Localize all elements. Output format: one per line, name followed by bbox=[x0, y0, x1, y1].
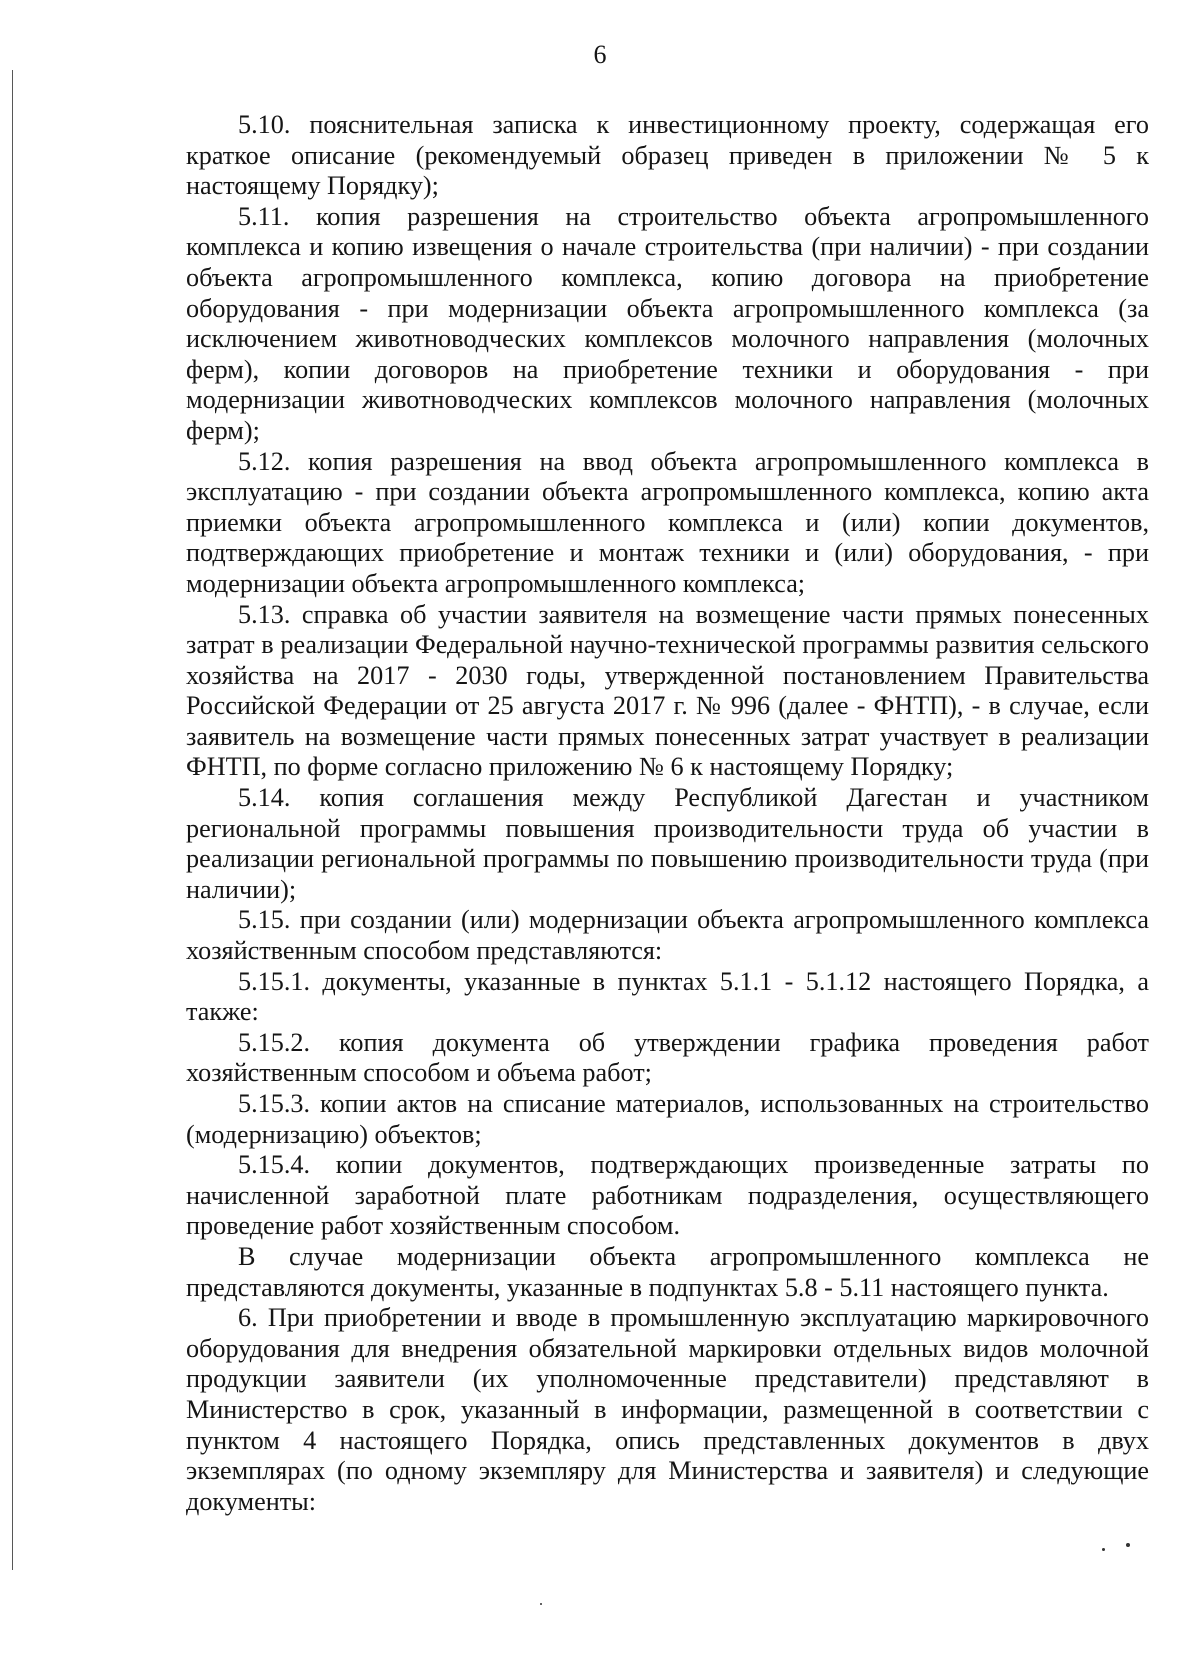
paragraph-6: 6. При приобретении и вводе в промышленную эксплуатацию маркировочного оборудования для внедрения обязательной маркировки отдельных видов молочной продукции заявители (их уполномоченные представители) представляют в Министерство в срок, указанный в информации, размещенной в соответствии с пунктом 4 настоящего Порядка, опись представленных документов в двух экземплярах (по одному экземпляру для Министерства и заявителя) и следующие документы: bbox=[186, 1303, 1149, 1516]
paragraph-5-15-2: 5.15.2. копия документа об утверждении графика проведения работ хозяйственным способом и объема работ; bbox=[186, 1027, 1149, 1088]
paragraph-5-15-3: 5.15.3. копии актов на списание материалов, использованных на строительство (модернизацию) объектов; bbox=[186, 1089, 1149, 1149]
paragraph-5-15-4: 5.15.4. копии документов, подтверждающих произведенные затраты по начисленной заработной плате работникам подразделения, осуществляющего проведение работ хозяйственным способом. bbox=[186, 1150, 1149, 1241]
paragraph-5-13: 5.13. справка об участии заявителя на возмещение части прямых понесенных затрат в реализации Федеральной научно-технической программы развития сельского хозяйства на 2017 - 2030 годы, утвержденной постановлением Правительства Российской Федерации от 25 августа 2017 г. № 996 (далее - ФНТП), - в случае, если заявитель на возмещение части прямых понесенных затрат участвует в реализации ФНТП, по форме согласно приложению № 6 к настоящему Порядку; bbox=[186, 599, 1149, 782]
paragraph-5-11: 5.11. копия разрешения на строительство объекта агропромышленного комплекса и копию извещения о начале строительства (при наличии) - при создании объекта агропромышленного комплекса, копию договора на приобретение оборудования - при модернизации объекта агропромышленного комплекса (за исключением животноводческих комплексов молочного направления (молочных ферм), копии договоров на приобретение техники и оборудования - при модернизации животноводческих комплексов молочного направления (молочных ферм); bbox=[186, 201, 1149, 445]
scan-edge-line bbox=[12, 70, 13, 1570]
paragraph-5-15: 5.15. при создании (или) модернизации объекта агропромышленного комплекса хозяйственным способом представляются: bbox=[186, 905, 1149, 966]
scan-speck bbox=[1102, 1548, 1105, 1551]
document-body bbox=[186, 110, 1149, 1517]
scan-speck bbox=[540, 1603, 542, 1605]
page-number: 6 bbox=[593, 40, 607, 69]
scan-speck bbox=[1126, 1543, 1130, 1547]
paragraph-5-15-1: 5.15.1. документы, указанные в пунктах 5.1.1 - 5.1.12 настоящего Порядка, а также: bbox=[186, 966, 1149, 1027]
paragraph-5-14: 5.14. копия соглашения между Республикой Дагестан и участником региональной программы повышения производительности труда об участии в реализации региональной программы по повышению производительности труда (при наличии); bbox=[186, 783, 1149, 904]
paragraph-5-12: 5.12. копия разрешения на ввод объекта агропромышленного комплекса в эксплуатацию - при создании объекта агропромышленного комплекса, копию акта приемки объекта агропромышленного комплекса и (или) копии документов, подтверждающих приобретение и монтаж техники и (или) оборудования, - при модернизации объекта агропромышленного комплекса; bbox=[186, 446, 1149, 598]
paragraph-modernization-note: В случае модернизации объекта агропромышленного комплекса не представляются документы, указанные в подпунктах 5.8 - 5.11 настоящего пункта. bbox=[186, 1241, 1149, 1302]
paragraph-5-10: 5.10. пояснительная записка к инвестиционному проекту, содержащая его краткое описание (рекомендуемый образец приведен в приложении № 5 к настоящему Порядку); bbox=[186, 110, 1149, 201]
